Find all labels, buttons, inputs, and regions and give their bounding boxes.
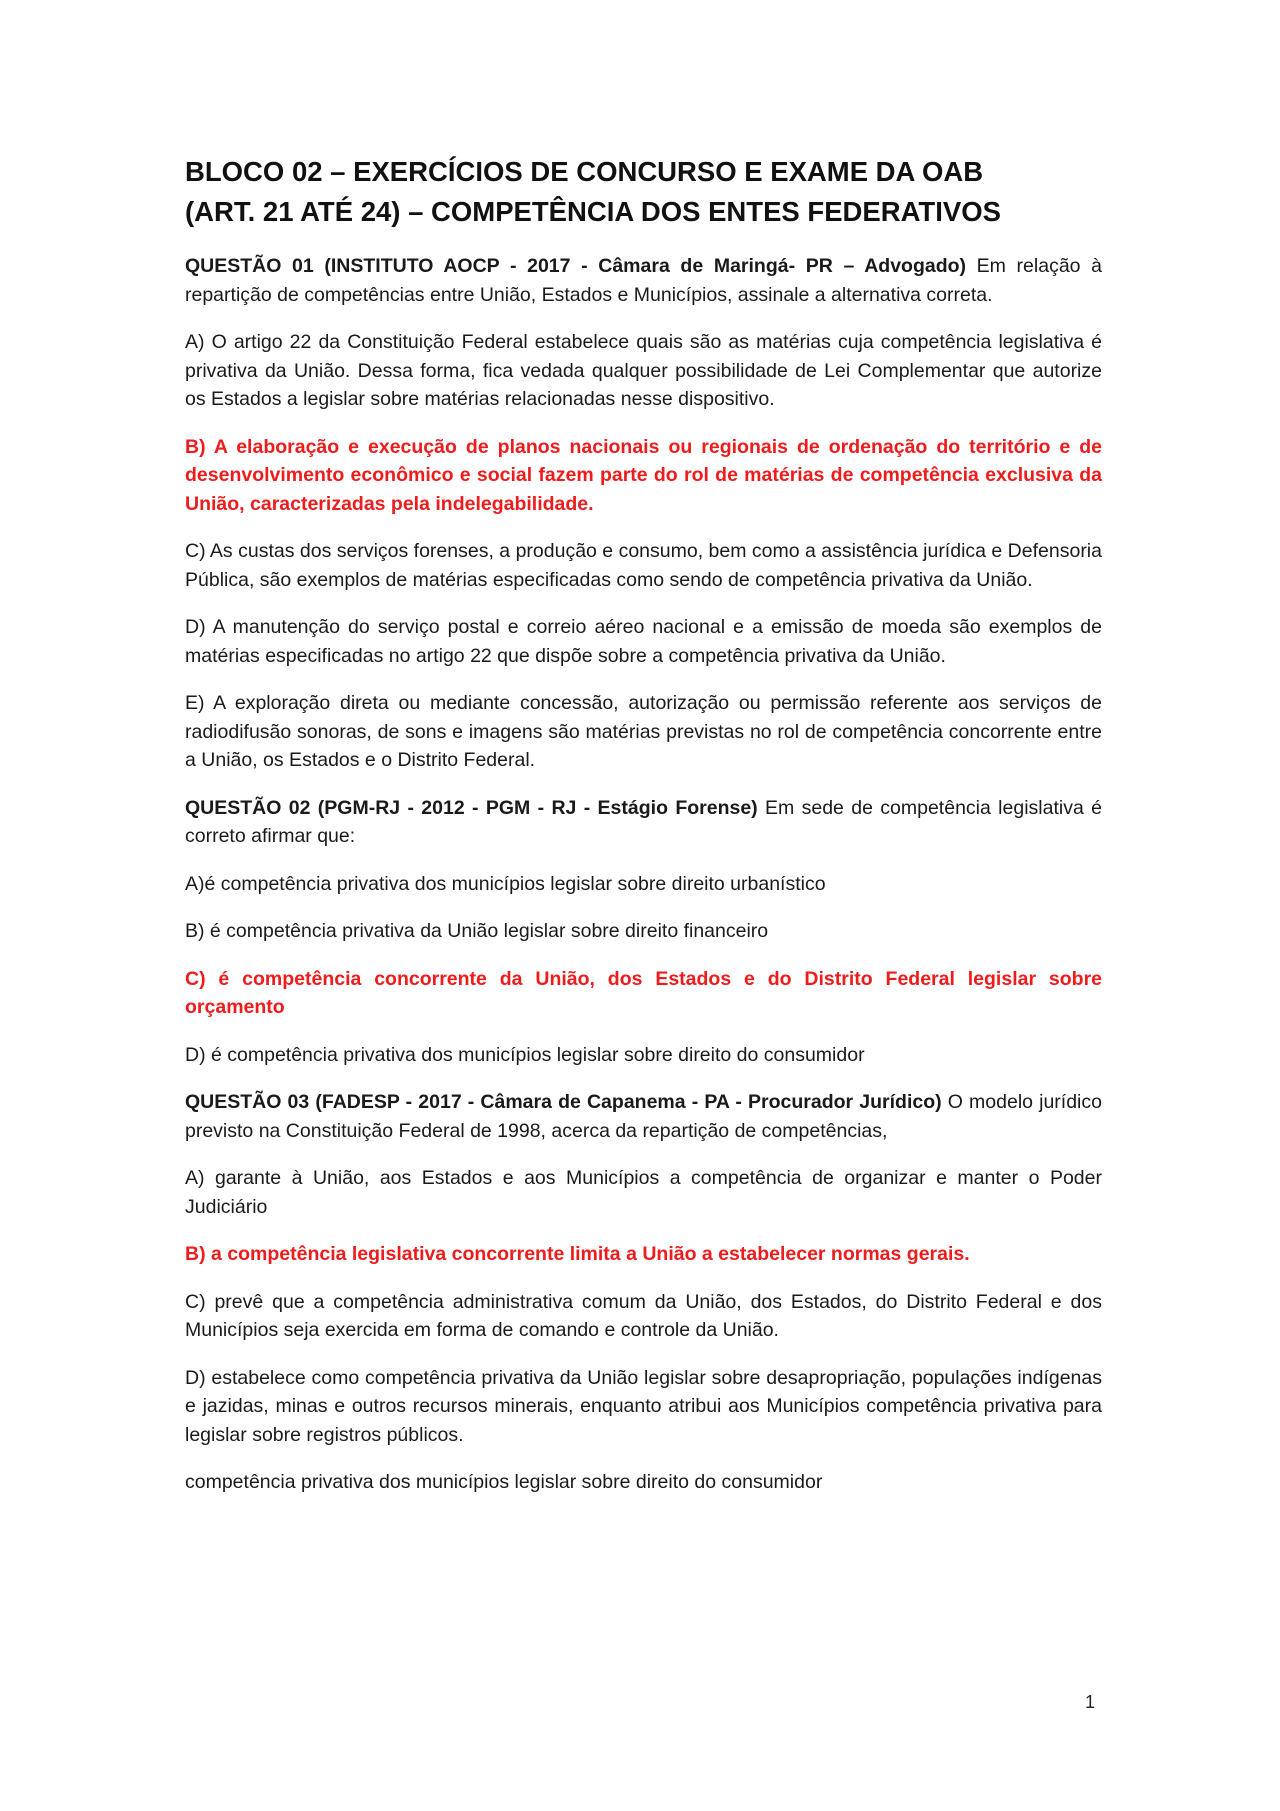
question-3-option-b-correct: B) a competência legislativa concorrente limita a União a estabelecer normas gerais. xyxy=(185,1243,970,1265)
question-2-option-b: B) é competência privativa da União legislar sobre direito financeiro xyxy=(185,920,769,942)
question-1-option-c: C) As custas dos serviços forenses, a produção e consumo, bem como a assistência jurídica e Defensoria Pública, são exemplos de matérias especificadas como sendo de competência privativa da União. xyxy=(185,540,1102,591)
question-3-option-a: A) garante à União, aos Estados e aos Municípios a competência de organizar e manter o Poder Judiciário xyxy=(185,1167,1102,1218)
page-number: 1 xyxy=(1085,1692,1096,1712)
question-1-option-d: D) A manutenção do serviço postal e correio aéreo nacional e a emissão de moeda são exemplos de matérias especificadas no artigo 22 que dispõe sobre a competência privativa da União. xyxy=(185,616,1102,667)
trailing-text: competência privativa dos municípios legislar sobre direito do consumidor xyxy=(185,1471,823,1493)
question-1-option-a: A) O artigo 22 da Constituição Federal estabelece quais são as matérias cuja competência legislativa é privativa da União. Dessa forma, fica vedada qualquer possibilidade de Lei Complementar que autorize os Estados a legislar sobre matérias relacionadas nesse dispositivo. xyxy=(185,331,1102,410)
question-2-text: Em sede de competência legislativa é correto afirmar que: xyxy=(185,796,1102,847)
question-3-option-d: D) estabelece como competência privativa da União legislar sobre desapropriação, populações indígenas e jazidas, minas e outros recursos minerais, enquanto atribui aos Municípios competência privativa para legislar sobre registros públicos. xyxy=(185,1366,1102,1446)
question-2-label: QUESTÃO 02 (PGM-RJ - 2012 - PGM - RJ - Estágio Forense) xyxy=(185,796,758,819)
question-1-stem xyxy=(185,252,1102,309)
document-page xyxy=(185,152,1102,1516)
question-3-stem xyxy=(185,1088,1102,1145)
title-line-1: BLOCO 02 – EXERCÍCIOS DE CONCURSO E EXAME DA OAB xyxy=(185,156,984,187)
question-2-option-c-correct: C) é competência concorrente da União, dos Estados e do Distrito Federal legislar sobre orçamento xyxy=(185,967,1102,1018)
question-2-stem xyxy=(185,794,1102,851)
question-1-option-b-correct: B) A elaboração e execução de planos nacionais ou regionais de ordenação do território e de desenvolvimento econômico e social fazem parte do rol de matérias de competência exclusiva da União, caracterizadas pela indelegabilidade. xyxy=(185,435,1102,515)
question-2-option-a: A)é competência privativa dos municípios legislar sobre direito urbanístico xyxy=(185,872,826,895)
question-2-option-d: D) é competência privativa dos municípios legislar sobre direito do consumidor xyxy=(185,1043,865,1066)
question-3-option-c: C) prevê que a competência administrativa comum da União, dos Estados, do Distrito Federal e dos Municípios seja exercida em forma de comando e controle da União. xyxy=(185,1290,1102,1341)
question-1-text: Em relação à repartição de competências entre União, Estados e Municípios, assinale a alternativa correta. xyxy=(185,255,1102,306)
document-title xyxy=(185,152,1102,232)
question-1-option-e: E) A exploração direta ou mediante concessão, autorização ou permissão referente aos serviços de radiodifusão sonoras, de sons e imagens são matérias previstas no rol de competência concorrente entre a União, os Estados e o Distrito Federal. xyxy=(185,692,1102,771)
title-line-2: (ART. 21 ATÉ 24) – COMPETÊNCIA DOS ENTES FEDERATIVOS xyxy=(185,196,1001,227)
question-3-label: QUESTÃO 03 (FADESP - 2017 - Câmara de Capanema - PA - Procurador Jurídico) xyxy=(185,1091,942,1113)
question-3-text: O modelo jurídico previsto na Constituição Federal de 1998, acerca da repartição de competências, xyxy=(185,1091,1102,1142)
question-1-label: QUESTÃO 01 (INSTITUTO AOCP - 2017 - Câmara de Maringá- PR – Advogado) xyxy=(185,255,967,277)
